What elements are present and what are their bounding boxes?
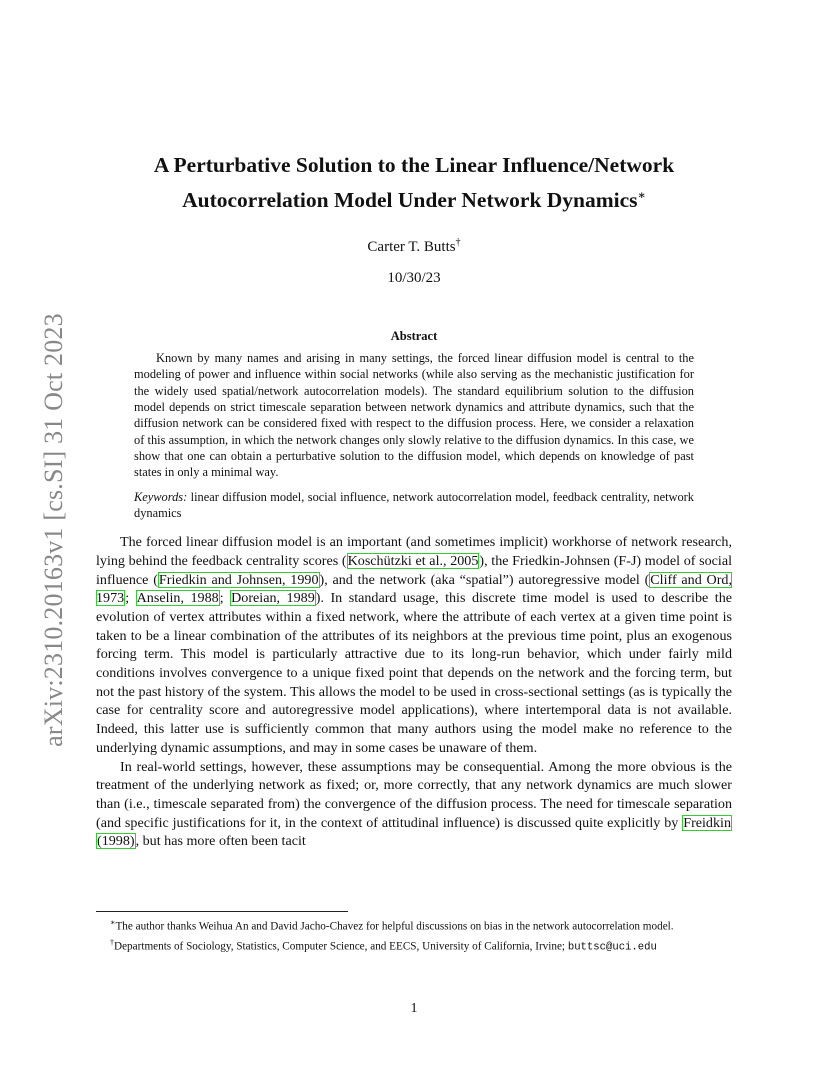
- abstract-body: Known by many names and arising in many settings, the forced linear diffusion model is central to the modeling of power and influence within social networks (while also serving as the mechanistic justification for the widely used spatial/network autocorrelation models). The standard equilibrium solution to the diffusion model depends on strict timescale separation between network dynamics and attribute dynamics, such that the diffusion network can be considered fixed with respect to the diffusion process. Here, we consider a relaxation of this assumption, in which the network changes only slowly relative to the diffusion dynamics. In this case, we show that one can obtain a perturbative solution to the diffusion model, which depends on knowledge of past states in only a minimal way.: [134, 351, 694, 480]
- arxiv-identifier-stamp: arXiv:2310.20163v1 [cs.SI] 31 Oct 2023: [39, 313, 68, 747]
- footnotes: [96, 911, 732, 955]
- paper-date: 10/30/23: [387, 270, 441, 287]
- abstract-heading: Abstract: [390, 329, 438, 344]
- footnote-2-text: Departments of Sociology, Statistics, Computer Science, and EECS, University of California, Irvine;: [114, 940, 566, 953]
- keywords-list: linear diffusion model, social influence, network autocorrelation model, feedback centrality, network dynamics: [134, 489, 694, 520]
- paper-title-line-1: A Perturbative Solution to the Linear Influence/Network: [153, 153, 675, 177]
- body-paragraph-2: [96, 758, 732, 852]
- citation-link-anselin-1988[interactable]: Anselin, 1988: [136, 590, 219, 607]
- footnote-rule: [96, 911, 348, 912]
- page-number: 1: [410, 1001, 418, 1016]
- text-span: ), the Friedkin-Johnsen (F-J) model of social influence (: [96, 552, 732, 588]
- citation-link-koschutzki-2005[interactable]: Koschützki et al., 2005: [347, 552, 479, 569]
- text-span: The forced linear diffusion model is an important (and sometimes implicit) workhorse of network research, lying behind the feedback centrality scores (: [96, 534, 732, 569]
- footnote-1: [96, 915, 732, 935]
- author-line: [96, 237, 732, 256]
- author-name: Carter T. Butts: [367, 239, 456, 256]
- author-email[interactable]: buttsc@uci.edu: [567, 941, 657, 954]
- author-footnote-mark[interactable]: †: [455, 237, 461, 249]
- paper-title: [96, 150, 732, 215]
- title-footnote-mark[interactable]: ∗: [637, 188, 646, 202]
- body-paragraph-1: [96, 533, 732, 757]
- footnote-2-mark: †: [110, 937, 114, 947]
- text-span: ;: [125, 590, 136, 607]
- footnote-1-text: The author thanks Weihua An and David Jacho-Chavez for helpful discussions on bias in the network autocorrelation model.: [115, 920, 674, 933]
- citation-link-freidkin[interactable]: Freidkin: [683, 814, 731, 831]
- footnote-2: [96, 935, 732, 956]
- citation-link-doreian-1989[interactable]: Doreian, 1989: [231, 590, 315, 607]
- citation-link-cliff-ord-1973[interactable]: Cliff and Ord, 1973: [96, 571, 732, 607]
- text-span: , but has more often been tacit: [135, 833, 306, 850]
- text-span: ). In standard usage, this discrete time model is used to describe the evolution of vertex attributes within a fixed network, where the attribute of each vertex at a given time point is taken to be a linear combination of the attributes of its neighbors at the previous time point, plus an exogenous forcing term. This model is particularly attractive due to its long-run behavior, which under fairly mild conditions involves convergence to a unique fixed point that depends on the network and the forcing term, but not the past history of the system. This allows the model to be used in cross-sectional settings (as is typically the case for centrality score and autoregressive model applications), where intertemporal data is not available. Indeed, this latter use is sufficiently common that many authors using the model make no reference to the underlying dynamic assumptions, and may in some cases be unaware of them.: [96, 590, 732, 756]
- paper-page: [96, 150, 732, 851]
- footnote-1-mark: ∗: [110, 918, 116, 927]
- citation-link-freidkin-1998[interactable]: (1998): [97, 833, 135, 850]
- text-span: In real-world settings, however, these assumptions may be consequential. Among the more obvious is the treatment of the underlying network as fixed; or, more correctly, that any network dynamics are much slower than (i.e., timescale separated from) the convergence of the diffusion process. The need for timescale separation (and specific justifications for it, in the context of attitudinal influence) is discussed quite explicitly by: [96, 758, 732, 831]
- citation-link-friedkin-johnsen-1990[interactable]: Friedkin and Johnsen, 1990: [158, 571, 319, 588]
- text-span: ;: [219, 590, 231, 607]
- paper-title-line-2: Autocorrelation Model Under Network Dynamics: [182, 188, 638, 213]
- keywords: [134, 489, 694, 522]
- keywords-label: Keywords:: [134, 489, 188, 504]
- text-span: ), and the network (aka “spatial”) autoregressive model (: [319, 571, 650, 588]
